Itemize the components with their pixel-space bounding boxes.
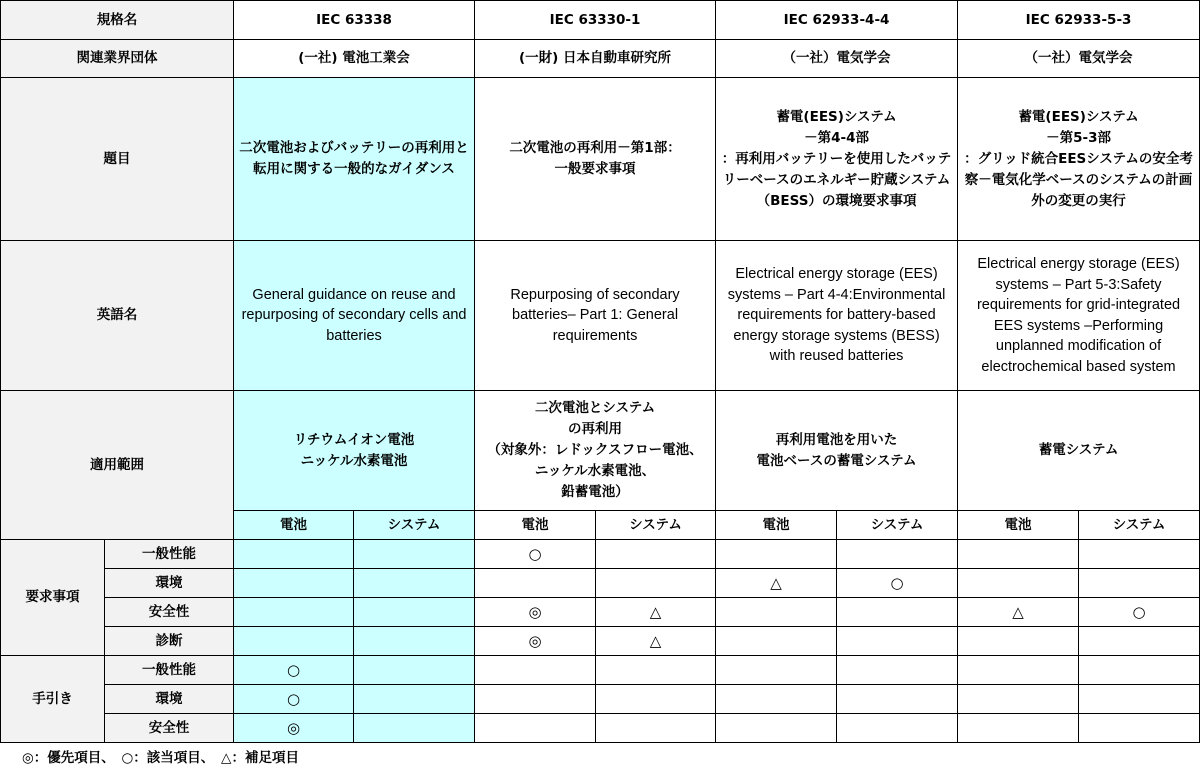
table-row bbox=[1, 685, 1200, 714]
mark-cell bbox=[958, 656, 1079, 685]
mark-cell bbox=[354, 569, 475, 598]
sub-column-battery: 電池 bbox=[958, 511, 1079, 540]
mark-cell bbox=[958, 714, 1079, 743]
group-label: 手引き bbox=[1, 656, 105, 743]
organization: （一社）電気学会 bbox=[716, 40, 958, 78]
table-row bbox=[1, 656, 1200, 685]
mark-cell: ○ bbox=[1079, 598, 1200, 627]
item-label: 環境 bbox=[105, 569, 234, 598]
organization: (一社) 電池工業会 bbox=[234, 40, 475, 78]
mark-cell bbox=[475, 656, 596, 685]
row-label-standard: 規格名 bbox=[1, 1, 234, 40]
item-label: 診断 bbox=[105, 627, 234, 656]
sub-column-system: システム bbox=[837, 511, 958, 540]
row-label-english: 英語名 bbox=[1, 241, 234, 391]
mark-cell: ◎ bbox=[475, 627, 596, 656]
standard-name: IEC 63338 bbox=[234, 1, 475, 40]
standard-title: 二次電池の再利用－第1部： 一般要求事項 bbox=[475, 78, 716, 241]
group-label: 要求事項 bbox=[1, 540, 105, 656]
mark-cell bbox=[837, 627, 958, 656]
english-name: Repurposing of secondary batteries– Part 1: General requirements bbox=[475, 241, 716, 391]
mark-cell bbox=[958, 540, 1079, 569]
mark-cell bbox=[716, 627, 837, 656]
standard-title: 二次電池およびバッテリーの再利用と転用に関する一般的なガイダンス bbox=[234, 78, 475, 241]
mark-cell bbox=[354, 714, 475, 743]
mark-cell bbox=[837, 656, 958, 685]
item-label: 安全性 bbox=[105, 598, 234, 627]
mark-cell bbox=[596, 714, 716, 743]
item-label: 一般性能 bbox=[105, 656, 234, 685]
organization: (一財) 日本自動車研究所 bbox=[475, 40, 716, 78]
mark-cell: ○ bbox=[475, 540, 596, 569]
organization-row bbox=[1, 40, 1200, 78]
mark-cell bbox=[354, 540, 475, 569]
mark-cell: ◎ bbox=[234, 714, 354, 743]
table-row bbox=[1, 627, 1200, 656]
table-row bbox=[1, 714, 1200, 743]
mark-cell bbox=[1079, 627, 1200, 656]
mark-cell: △ bbox=[596, 627, 716, 656]
scope-row bbox=[1, 391, 1200, 511]
mark-cell bbox=[596, 685, 716, 714]
item-label: 安全性 bbox=[105, 714, 234, 743]
mark-cell: △ bbox=[716, 569, 837, 598]
mark-cell bbox=[234, 569, 354, 598]
standard-name: IEC 63330-1 bbox=[475, 1, 716, 40]
mark-cell bbox=[716, 714, 837, 743]
mark-cell bbox=[837, 540, 958, 569]
title-row bbox=[1, 78, 1200, 241]
english-name: General guidance on reuse and repurposing of secondary cells and batteries bbox=[234, 241, 475, 391]
mark-cell bbox=[837, 714, 958, 743]
mark-cell bbox=[1079, 656, 1200, 685]
mark-cell bbox=[475, 569, 596, 598]
item-label: 環境 bbox=[105, 685, 234, 714]
mark-cell: △ bbox=[596, 598, 716, 627]
standard-title: 蓄電(EES)システム －第4-4部 ：再利用バッテリーを使用したバッテリーベースのエネルギー貯蔵システム（BESS）の環境要求事項 bbox=[716, 78, 958, 241]
mark-cell bbox=[354, 656, 475, 685]
sub-column-battery: 電池 bbox=[234, 511, 354, 540]
scope: 二次電池とシステム の再利用 （対象外：レドックスフロー電池、 ニッケル水素電池、 鉛蓄電池） bbox=[475, 391, 716, 511]
sub-column-battery: 電池 bbox=[716, 511, 837, 540]
item-label: 一般性能 bbox=[105, 540, 234, 569]
mark-cell bbox=[234, 598, 354, 627]
mark-cell bbox=[1079, 540, 1200, 569]
english-name-row bbox=[1, 241, 1200, 391]
sub-column-system: システム bbox=[1079, 511, 1200, 540]
mark-cell bbox=[958, 569, 1079, 598]
mark-cell bbox=[234, 627, 354, 656]
organization: （一社）電気学会 bbox=[958, 40, 1200, 78]
mark-cell bbox=[958, 685, 1079, 714]
mark-cell: ◎ bbox=[475, 598, 596, 627]
mark-cell bbox=[958, 627, 1079, 656]
mark-cell bbox=[837, 598, 958, 627]
mark-cell bbox=[475, 685, 596, 714]
mark-cell: △ bbox=[958, 598, 1079, 627]
english-name: Electrical energy storage (EES) systems – Part 4-4:Environmental requirements for battery-based energy storage systems (BESS) with reused batteries bbox=[716, 241, 958, 391]
row-label-title: 題目 bbox=[1, 78, 234, 241]
row-label-organization: 関連業界団体 bbox=[1, 40, 234, 78]
mark-cell bbox=[837, 685, 958, 714]
english-name: Electrical energy storage (EES) systems – Part 5-3:Safety requirements for grid-integrated EES systems –Performing unplanned modification of electrochemical based system bbox=[958, 241, 1200, 391]
standard-title: 蓄電(EES)システム －第5-3部 ：グリッド統合EESシステムの安全考察－電気化学ベースのシステムの計画外の変更の実行 bbox=[958, 78, 1200, 241]
mark-cell: ○ bbox=[234, 656, 354, 685]
table-row bbox=[1, 598, 1200, 627]
mark-cell bbox=[354, 685, 475, 714]
mark-cell bbox=[354, 598, 475, 627]
row-label-scope: 適用範囲 bbox=[1, 391, 234, 540]
mark-cell bbox=[596, 569, 716, 598]
mark-cell bbox=[354, 627, 475, 656]
mark-cell: ○ bbox=[234, 685, 354, 714]
mark-cell bbox=[716, 540, 837, 569]
mark-cell bbox=[234, 540, 354, 569]
scope: 蓄電システム bbox=[958, 391, 1200, 511]
standard-name: IEC 62933-5-3 bbox=[958, 1, 1200, 40]
sub-column-system: システム bbox=[354, 511, 475, 540]
mark-cell bbox=[1079, 714, 1200, 743]
mark-cell bbox=[596, 540, 716, 569]
mark-cell bbox=[716, 598, 837, 627]
sub-column-system: システム bbox=[596, 511, 716, 540]
mark-cell bbox=[596, 656, 716, 685]
standard-name: IEC 62933-4-4 bbox=[716, 1, 958, 40]
mark-cell bbox=[475, 714, 596, 743]
mark-cell bbox=[1079, 685, 1200, 714]
table-row bbox=[1, 569, 1200, 598]
sub-column-battery: 電池 bbox=[475, 511, 596, 540]
legend: ◎：優先項目、 ○：該当項目、 △：補足項目 bbox=[22, 750, 299, 766]
mark-cell: ○ bbox=[837, 569, 958, 598]
scope: 再利用電池を用いた 電池ベースの蓄電システム bbox=[716, 391, 958, 511]
scope: リチウムイオン電池 ニッケル水素電池 bbox=[234, 391, 475, 511]
mark-cell bbox=[716, 685, 837, 714]
mark-cell bbox=[1079, 569, 1200, 598]
mark-cell bbox=[716, 656, 837, 685]
table-row bbox=[1, 540, 1200, 569]
standard-name-row bbox=[1, 1, 1200, 40]
